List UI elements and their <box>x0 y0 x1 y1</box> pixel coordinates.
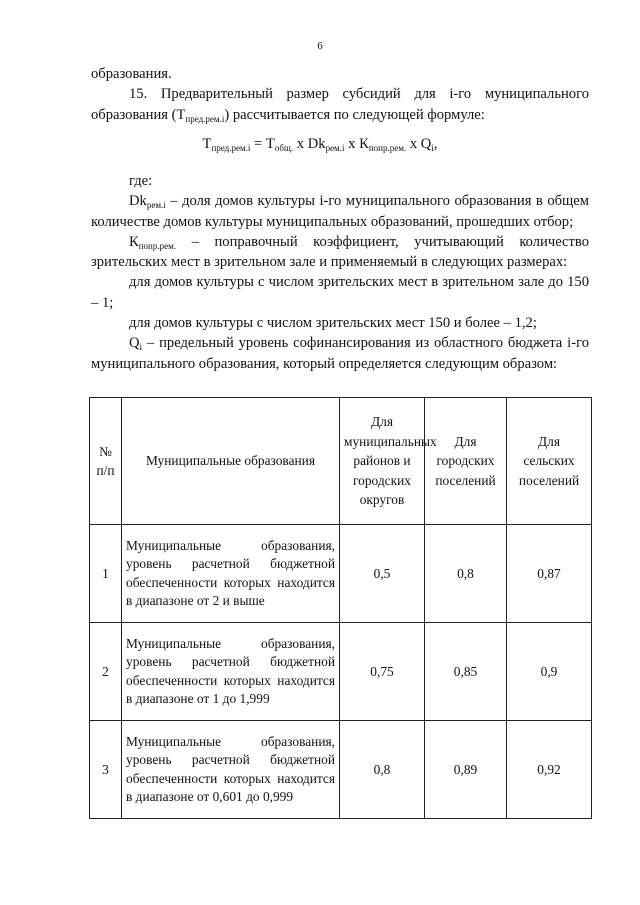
text-block-top <box>91 64 589 125</box>
value-rural: 0,92 <box>507 721 592 819</box>
row-number: 1 <box>90 525 122 623</box>
table-header-row <box>90 398 592 525</box>
table-row <box>90 721 592 819</box>
value-urban: 0,85 <box>425 623 507 721</box>
row-number: 3 <box>90 721 122 819</box>
row-description: Муниципальные образования, уровень расчетной бюджетной обеспеченности которых находится в диапазоне от 1 до 1,999 <box>122 623 340 721</box>
k-case-2: для домов культуры с числом зрительских мест 150 и более – 1,2; <box>129 315 537 332</box>
row-description: Муниципальные образования, уровень расчетной бюджетной обеспеченности которых находится в диапазоне от 2 и выше <box>122 525 340 623</box>
table-row <box>90 623 592 721</box>
cofinancing-table <box>89 397 592 819</box>
q-definition: $Q_i$ – предельный уровень софинансирования из областного бюджета i-го муниципального образования, который определяется следующим образом: <box>91 335 589 372</box>
subsidy-formula: $Т_{пред.рем.i} = Т_{общ.}$ х $Dk_{рем.i}$ х $К_{попр.рем.}$ х $Q_i$, <box>202 136 438 153</box>
header-urban: Для городских поселений <box>425 398 507 525</box>
header-districts: Для муниципальных районов и городских округов <box>340 398 425 525</box>
header-num: № п/п <box>90 398 122 525</box>
table-row <box>90 525 592 623</box>
value-districts: 0,5 <box>340 525 425 623</box>
where-label: где: <box>129 173 153 189</box>
value-urban: 0,8 <box>425 525 507 623</box>
row-number: 2 <box>90 623 122 721</box>
value-urban: 0,89 <box>425 721 507 819</box>
value-rural: 0,87 <box>507 525 592 623</box>
row-description: Муниципальные образования, уровень расчетной бюджетной обеспеченности которых находится в диапазоне от 0,601 до 0,999 <box>122 721 340 819</box>
text-block-definitions <box>91 171 589 374</box>
value-districts: 0,75 <box>340 623 425 721</box>
header-municipalities: Муниципальные образования <box>122 398 340 525</box>
value-rural: 0,9 <box>507 623 592 721</box>
paragraph-continuation: образования. <box>91 66 172 82</box>
dk-definition: $Dk_{рем.i}$ – доля домов культуры i-го муниципального образования в общем количестве домов культуры муниципальных образований, прошедших отбор; <box>91 193 589 230</box>
header-rural: Для сельских поселений <box>507 398 592 525</box>
k-definition: $К_{попр.рем.}$ – поправочный коэффициент, учитывающий количество зрительских мест в зрительном зале и применяемый в следующих размерах: <box>91 233 589 271</box>
k-case-1: для домов культуры с числом зрительских мест в зрительном зале до 150 – 1; <box>91 274 589 311</box>
page-number: 6 <box>317 40 323 52</box>
value-districts: 0,8 <box>340 721 425 819</box>
paragraph-15: 15. Предварительный размер субсидий для i-го муниципального образования $(Т_{пред.рем.i})$ рассчитывается по следующей формуле: <box>91 86 589 124</box>
